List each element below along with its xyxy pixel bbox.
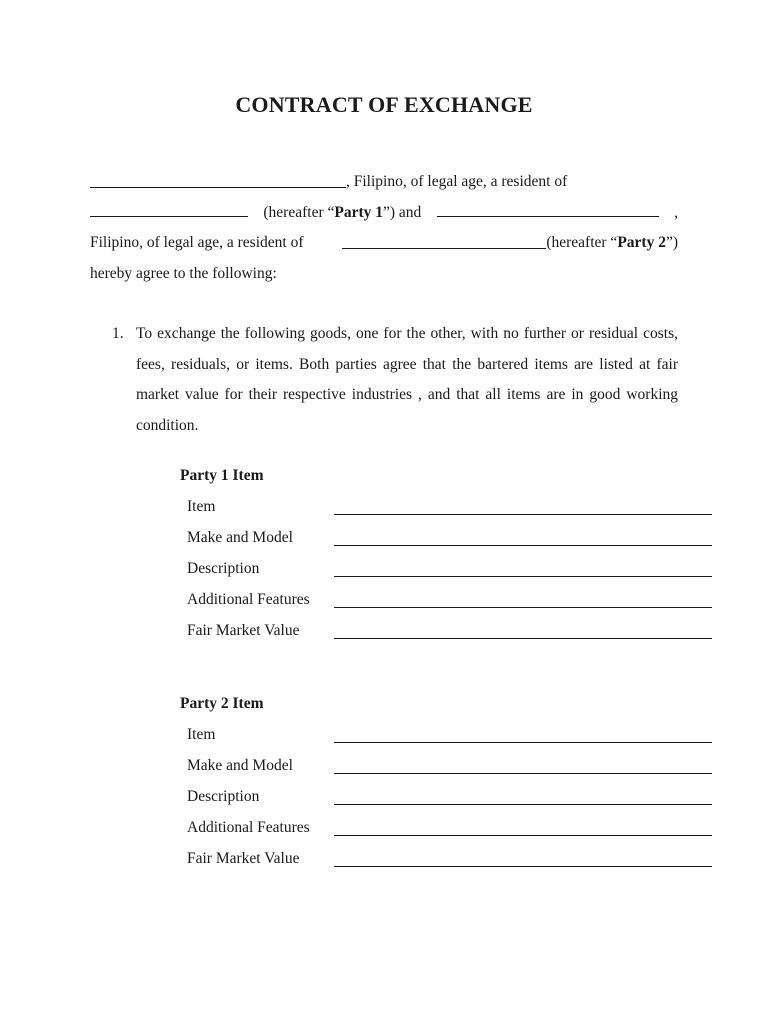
party1-item-heading: Party 1 Item (180, 467, 264, 484)
field-label: Make and Model (187, 529, 293, 546)
party1-field-make-model (180, 522, 714, 553)
close-quote-text: ”) (665, 234, 678, 251)
party2-field-item (180, 719, 714, 750)
party2-name-blank[interactable] (437, 198, 659, 217)
party2-item-section (180, 689, 714, 874)
field-label: Item (187, 726, 216, 743)
field-label: Description (187, 560, 260, 577)
field-label: Description (187, 788, 260, 805)
intro-paragraph (90, 167, 678, 289)
intro-text-4: hereby agree to the following: (90, 264, 277, 282)
field-label: Item (187, 498, 216, 515)
party2-residence-blank[interactable] (342, 230, 546, 249)
party2-make-model-input-line[interactable] (334, 773, 712, 774)
party1-description-input-line[interactable] (334, 576, 712, 577)
party1-name-blank[interactable] (90, 169, 346, 188)
party2-field-fair-market-value (180, 843, 714, 874)
party2-description-input-line[interactable] (334, 804, 712, 805)
party1-field-item (180, 491, 714, 522)
party1-label: Party 1 (334, 203, 384, 221)
field-label: Additional Features (187, 819, 310, 836)
clause-text: To exchange the following goods, one for the other, with no further or residual costs, fees, residuals, or items. Both parties agree that the bartered items are listed at fair market value for their respective industries , and that all items are in good working condition. (136, 325, 678, 434)
document-title: CONTRACT OF EXCHANGE (235, 92, 533, 117)
party1-field-description (180, 553, 714, 584)
intro-text-1: , Filipino, of legal age, a resident of (346, 173, 568, 190)
intro-line-1 (90, 167, 678, 198)
party1-make-model-input-line[interactable] (334, 545, 712, 546)
party1-item-input-line[interactable] (334, 514, 712, 515)
party1-additional-features-input-line[interactable] (334, 607, 712, 608)
hereafter-text: (hereafter “ (263, 203, 335, 221)
intro-line-2 (90, 198, 678, 229)
field-label: Additional Features (187, 591, 310, 608)
field-label: Make and Model (187, 757, 293, 774)
party2-fair-market-value-input-line[interactable] (334, 866, 712, 867)
comma-text: , (674, 203, 678, 221)
intro-line-4 (90, 259, 678, 290)
party2-field-description (180, 781, 714, 812)
intro-line-3 (90, 228, 678, 259)
party2-item-input-line[interactable] (334, 742, 712, 743)
party1-field-fair-market-value (180, 615, 714, 646)
and-text: ”) and (383, 203, 422, 221)
party2-item-heading: Party 2 Item (180, 695, 264, 712)
party1-item-section (180, 461, 714, 646)
clause-1 (112, 319, 678, 441)
party2-field-additional-features (180, 812, 714, 843)
party2-additional-features-input-line[interactable] (334, 835, 712, 836)
party1-residence-blank[interactable] (90, 198, 248, 217)
intro-text-3: Filipino, of legal age, a resident of (90, 234, 304, 251)
party2-label: Party 2 (617, 234, 666, 251)
field-label: Fair Market Value (187, 622, 300, 639)
clause-number: 1. (112, 325, 124, 342)
party2-field-make-model (180, 750, 714, 781)
party1-fair-market-value-input-line[interactable] (334, 638, 712, 639)
party1-field-additional-features (180, 584, 714, 615)
hereafter-text: (hereafter “ (546, 234, 618, 251)
field-label: Fair Market Value (187, 850, 300, 867)
